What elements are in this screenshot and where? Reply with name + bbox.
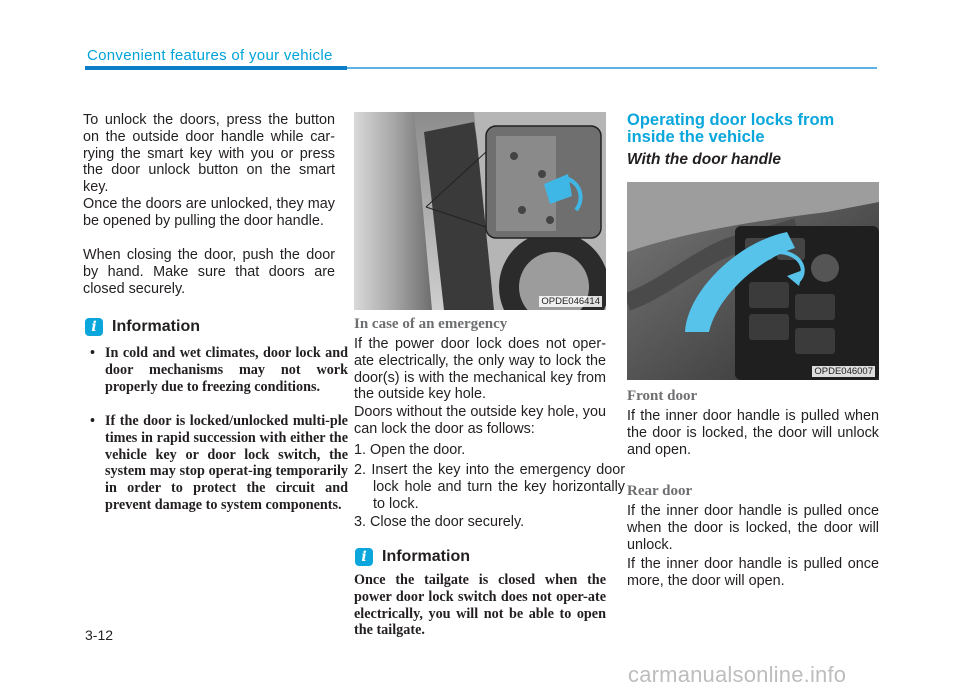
rear-door-heading: Rear door	[627, 483, 693, 499]
watermark: carmanualsonline.info	[628, 662, 847, 687]
operating-door-locks-title: Operating door locks from inside the vehicle	[627, 111, 835, 146]
section-header-title: Convenient features of your vehicle	[87, 47, 333, 64]
step-item: 2. Insert the key into the emergency door lock hole and turn the key horizontally to lock.	[354, 462, 625, 512]
bullet-dot: •	[90, 345, 95, 361]
header-rule-light	[347, 67, 877, 69]
information-icon: i	[85, 318, 103, 336]
info-bullet-item	[90, 413, 348, 514]
information-heading	[355, 548, 470, 566]
information-heading	[85, 318, 200, 336]
tailgate-info-text: Once the tailgate is closed when the power door lock switch does not oper-ate electrically, you will not be able to open the tailgate.	[354, 572, 606, 639]
information-label: Information	[112, 318, 200, 335]
rear-door-text-open: If the inner door handle is pulled once more, the door will open.	[627, 556, 879, 589]
closing-door-paragraph: When closing the door, push the door by hand. Make sure that doors are closed securely.	[83, 247, 335, 297]
image-code: OPDE046007	[814, 366, 873, 377]
header-rule-dark	[85, 66, 347, 70]
door-handle-subtitle: With the door handle	[627, 151, 781, 168]
information-label: Information	[382, 548, 470, 565]
info-bullet-item	[90, 345, 348, 395]
doors-unlocked-paragraph: Once the doors are unlocked, they may be opened by pulling the door handle.	[83, 196, 335, 229]
page-number: 3-12	[85, 627, 114, 643]
door-lock-photo	[354, 112, 606, 310]
emergency-paragraph: If the power door lock does not oper-ate electrically, the only way to lock the door(s) is with the mechanical key from the outside key hole.	[354, 336, 606, 403]
image-code: OPDE046414	[541, 296, 600, 307]
inner-handle-illustration	[627, 182, 879, 380]
rear-door-text-unlock: If the inner door handle is pulled once when the door is locked, the door will unlock.	[627, 503, 879, 553]
door-lock-illustration	[354, 112, 606, 310]
bullet-dot: •	[90, 413, 95, 429]
no-key-hole-paragraph: Doors without the outside key hole, you can lock the door as follows:	[354, 404, 606, 437]
information-icon: i	[355, 548, 373, 566]
inner-handle-photo	[627, 182, 879, 380]
front-door-text: If the inner door handle is pulled when the door is locked, the door will unlock and open.	[627, 408, 879, 458]
info-bullet-text: In cold and wet climates, door lock and door mechanisms may not work properly due to freezing conditions.	[105, 345, 348, 395]
step-item: 3. Close the door securely.	[354, 514, 525, 530]
front-door-heading: Front door	[627, 388, 698, 404]
unlock-paragraph: To unlock the doors, press the button on the outside door handle while car-rying the smart key with you or press the door unlock button on the smart key.	[83, 112, 335, 196]
emergency-subheading: In case of an emergency	[354, 316, 508, 332]
step-item: 1. Open the door.	[354, 442, 466, 458]
info-bullet-text: If the door is locked/unlocked multi-ple times in rapid succession with either the vehicle key or door lock switch, the system may stop operat-ing temporarily in order to protect the circuit and prevent damage to system components.	[105, 413, 348, 513]
